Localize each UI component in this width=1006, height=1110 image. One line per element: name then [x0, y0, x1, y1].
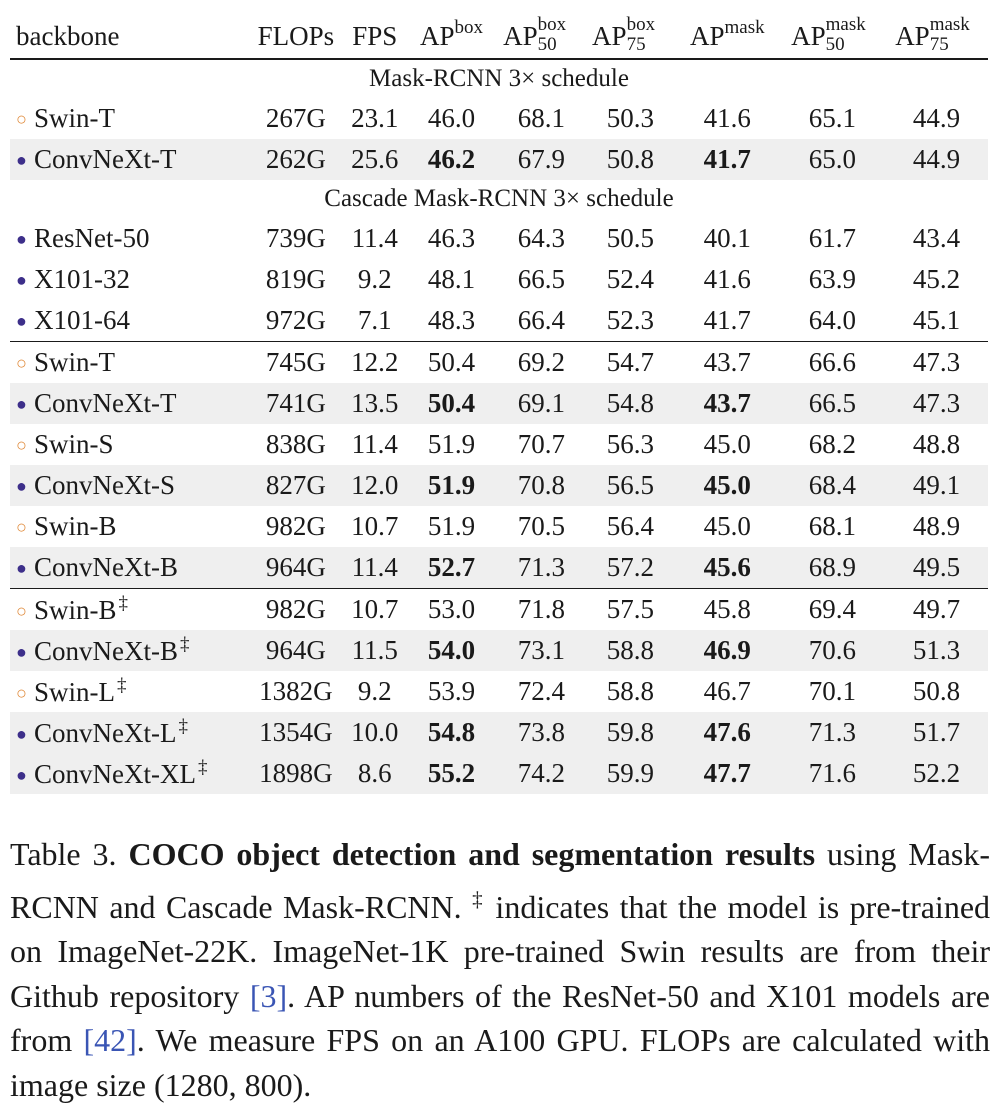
value-cell: 11.4	[351, 223, 398, 253]
table-row	[10, 671, 988, 712]
value-cell: 69.4	[780, 589, 885, 631]
value-cell: 73.1	[497, 630, 586, 671]
value-cell: 74.2	[497, 753, 586, 794]
value-cell: 9.2	[357, 264, 392, 294]
value-cell: 45.6	[675, 547, 780, 589]
value-cell: 12.0	[343, 465, 406, 506]
section-title: Mask-RCNN 3× schedule	[369, 65, 629, 92]
value-cell: 45.1	[912, 305, 961, 335]
value-cell: 1382G	[259, 676, 333, 706]
value-cell: 56.3	[606, 429, 654, 459]
header-fps: FPS	[352, 21, 398, 51]
value-cell: 68.4	[780, 465, 885, 506]
header-ap-box-50: AP box 50	[503, 14, 567, 55]
value-cell: 9.2	[357, 676, 392, 706]
section-header-row	[10, 59, 988, 98]
table-row	[10, 630, 988, 671]
value-cell: 49.1	[885, 465, 988, 506]
dagger-mark: ‡	[180, 634, 190, 655]
backbone-cell	[10, 712, 248, 753]
value-cell: 48.3	[427, 305, 476, 335]
value-cell: 982G	[265, 511, 326, 541]
table-row	[10, 753, 988, 794]
value-cell: 827G	[248, 465, 343, 506]
value-cell: 43.7	[675, 383, 780, 424]
value-cell: 64.0	[808, 305, 856, 335]
value-cell: 57.5	[586, 589, 675, 631]
hollow-dot-icon: ○	[16, 353, 27, 373]
value-cell: 41.7	[675, 139, 780, 180]
caption-text-1: using Mask-RCNN and Cascade Mask-RCNN.	[10, 836, 991, 925]
caption-text-3: . AP numbers of the ResNet-50 and X101 models are from	[10, 977, 991, 1058]
value-cell: 46.3	[427, 223, 476, 253]
hollow-dot-icon: ○	[16, 683, 27, 703]
value-cell: 46.2	[406, 139, 497, 180]
value-cell: 40.1	[703, 223, 751, 253]
backbone-cell	[10, 300, 248, 342]
table-row	[10, 218, 988, 259]
header-ap-box: $AP^{box}$	[419, 17, 483, 51]
header-ap-box-75: AP box 75	[592, 14, 656, 55]
value-cell: 982G	[248, 589, 343, 631]
filled-dot-icon: ●	[16, 476, 27, 496]
value-cell: 52.3	[606, 305, 654, 335]
table-row	[10, 383, 988, 424]
backbone-name: ResNet-50	[34, 223, 150, 253]
value-cell: 44.9	[912, 103, 961, 133]
filled-dot-icon: ●	[16, 724, 27, 744]
value-cell: 12.2	[343, 342, 406, 384]
dagger-mark: ‡	[117, 675, 127, 696]
value-cell: 71.8	[497, 589, 586, 631]
backbone-name: ConvNeXt-B	[34, 552, 178, 582]
value-cell: 8.6	[343, 753, 406, 794]
value-cell: 43.7	[675, 342, 780, 384]
caption-text-4: . We measure FPS on an A100 GPU. FLOPs are calculated with image size (1280, 800).	[10, 1022, 991, 1103]
backbone-cell	[10, 383, 248, 424]
value-cell: 70.8	[497, 465, 586, 506]
value-cell: 49.7	[885, 589, 988, 631]
value-cell: 50.5	[606, 223, 654, 253]
value-cell: 267G	[265, 103, 326, 133]
value-cell: 10.7	[343, 589, 406, 631]
value-cell: 41.6	[703, 103, 751, 133]
value-cell: 45.0	[703, 511, 751, 541]
backbone-name: X101-64	[34, 305, 130, 335]
value-cell: 56.4	[606, 511, 654, 541]
backbone-name: ConvNeXt-XL	[34, 759, 196, 789]
table-row	[10, 589, 988, 631]
backbone-name: Swin-B	[34, 511, 117, 541]
value-cell: 25.6	[343, 139, 406, 180]
backbone-name: ConvNeXt-B	[34, 636, 178, 666]
value-cell: 70.7	[517, 429, 566, 459]
value-cell: 72.4	[517, 676, 566, 706]
backbone-cell	[10, 465, 248, 506]
value-cell: 51.7	[885, 712, 988, 753]
hollow-dot-icon: ○	[16, 109, 27, 129]
value-cell: 67.9	[497, 139, 586, 180]
backbone-cell	[10, 753, 248, 794]
filled-dot-icon: ●	[16, 270, 27, 290]
table-row	[10, 342, 988, 384]
value-cell: 41.7	[703, 305, 751, 335]
value-cell: 45.0	[703, 429, 751, 459]
value-cell: 47.7	[675, 753, 780, 794]
value-cell: 70.6	[780, 630, 885, 671]
value-cell: 52.4	[606, 264, 654, 294]
value-cell: 1898G	[248, 753, 343, 794]
value-cell: 838G	[265, 429, 326, 459]
backbone-name: Swin-L	[34, 677, 115, 707]
value-cell: 45.2	[912, 264, 961, 294]
section-header-row	[10, 180, 988, 218]
table-row	[10, 465, 988, 506]
value-cell: 46.7	[703, 676, 751, 706]
citation-link-3[interactable]: [3]	[249, 977, 288, 1014]
backbone-cell	[10, 259, 248, 300]
value-cell: 45.0	[675, 465, 780, 506]
header-ap-mask-75: AP mask 75	[895, 14, 970, 55]
table-row	[10, 259, 988, 300]
value-cell: 54.0	[406, 630, 497, 671]
value-cell: 11.4	[343, 547, 406, 589]
value-cell: 45.8	[675, 589, 780, 631]
value-cell: 73.8	[497, 712, 586, 753]
value-cell: 46.0	[427, 103, 476, 133]
value-cell: 50.8	[912, 676, 961, 706]
filled-dot-icon: ●	[16, 150, 27, 170]
value-cell: 51.9	[427, 511, 476, 541]
backbone-cell	[10, 218, 248, 259]
value-cell: 741G	[248, 383, 343, 424]
section-title: Cascade Mask-RCNN 3× schedule	[324, 185, 674, 212]
backbone-cell	[10, 671, 248, 712]
hollow-dot-icon: ○	[16, 601, 27, 621]
value-cell: 11.5	[343, 630, 406, 671]
value-cell: 68.9	[780, 547, 885, 589]
filled-dot-icon: ●	[16, 229, 27, 249]
value-cell: 57.2	[586, 547, 675, 589]
value-cell: 50.8	[586, 139, 675, 180]
value-cell: 47.6	[675, 712, 780, 753]
value-cell: 7.1	[357, 305, 392, 335]
header-ap-mask: $AP^{mask}$	[689, 17, 765, 51]
header-flops: FLOPs	[257, 21, 335, 51]
value-cell: 48.1	[427, 264, 476, 294]
value-cell: 48.9	[912, 511, 961, 541]
backbone-cell	[10, 342, 248, 384]
caption-dagger: ‡	[472, 886, 485, 911]
backbone-name: X101-32	[34, 264, 130, 294]
value-cell: 47.3	[885, 383, 988, 424]
value-cell: 52.2	[885, 753, 988, 794]
hollow-dot-icon: ○	[16, 517, 27, 537]
value-cell: 1354G	[248, 712, 343, 753]
backbone-name: Swin-T	[34, 347, 115, 377]
table-header-row	[10, 0, 988, 59]
value-cell: 53.0	[406, 589, 497, 631]
value-cell: 55.2	[406, 753, 497, 794]
value-cell: 10.7	[351, 511, 399, 541]
filled-dot-icon: ●	[16, 394, 27, 414]
value-cell: 71.3	[780, 712, 885, 753]
value-cell: 13.5	[343, 383, 406, 424]
backbone-name: ConvNeXt-L	[34, 718, 177, 748]
table-row	[10, 300, 988, 342]
filled-dot-icon: ●	[16, 558, 27, 578]
filled-dot-icon: ●	[16, 765, 27, 785]
dagger-mark: ‡	[118, 593, 129, 614]
header-backbone: backbone	[16, 21, 120, 51]
value-cell: 54.7	[586, 342, 675, 384]
citation-link-42[interactable]: [42]	[83, 1022, 137, 1058]
filled-dot-icon: ●	[16, 311, 27, 331]
backbone-cell	[10, 630, 248, 671]
value-cell: 65.1	[808, 103, 856, 133]
value-cell: 51.3	[885, 630, 988, 671]
value-cell: 50.4	[406, 342, 497, 384]
dagger-mark: ‡	[197, 757, 208, 778]
value-cell: 58.8	[606, 676, 654, 706]
value-cell: 23.1	[351, 103, 399, 133]
backbone-name: ConvNeXt-T	[34, 388, 177, 418]
table-body	[10, 59, 988, 794]
value-cell: 68.1	[808, 511, 856, 541]
caption-title: COCO object detection and segmentation results	[128, 836, 816, 872]
value-cell: 819G	[265, 264, 326, 294]
value-cell: 68.2	[808, 429, 856, 459]
results-table	[10, 0, 988, 794]
value-cell: 10.0	[343, 712, 406, 753]
filled-dot-icon: ●	[16, 642, 27, 662]
table-row	[10, 139, 988, 180]
table-row	[10, 98, 988, 139]
value-cell: 53.9	[427, 676, 476, 706]
value-cell: 70.5	[517, 511, 566, 541]
value-cell: 69.2	[497, 342, 586, 384]
value-cell: 65.0	[780, 139, 885, 180]
value-cell: 47.3	[885, 342, 988, 384]
backbone-name: ConvNeXt-S	[34, 470, 175, 500]
value-cell: 972G	[265, 305, 326, 335]
value-cell: 11.4	[351, 429, 398, 459]
value-cell: 964G	[248, 547, 343, 589]
table-caption	[10, 832, 990, 1107]
value-cell: 44.9	[885, 139, 988, 180]
backbone-cell	[10, 547, 248, 589]
table-row	[10, 424, 988, 465]
value-cell: 49.5	[885, 547, 988, 589]
table-row	[10, 547, 988, 589]
value-cell: 70.1	[808, 676, 856, 706]
value-cell: 59.9	[586, 753, 675, 794]
backbone-cell	[10, 139, 248, 180]
hollow-dot-icon: ○	[16, 435, 27, 455]
header-ap-mask-50: AP mask 50	[791, 14, 866, 55]
value-cell: 66.4	[517, 305, 566, 335]
value-cell: 739G	[265, 223, 326, 253]
value-cell: 56.5	[586, 465, 675, 506]
value-cell: 54.8	[406, 712, 497, 753]
backbone-name: Swin-T	[34, 103, 115, 133]
table-row	[10, 506, 988, 547]
value-cell: 745G	[248, 342, 343, 384]
value-cell: 41.6	[703, 264, 751, 294]
value-cell: 63.9	[808, 264, 856, 294]
value-cell: 69.1	[497, 383, 586, 424]
value-cell: 51.9	[427, 429, 476, 459]
value-cell: 51.9	[406, 465, 497, 506]
value-cell: 54.8	[586, 383, 675, 424]
backbone-name: ConvNeXt-T	[34, 144, 177, 174]
value-cell: 50.4	[406, 383, 497, 424]
value-cell: 71.6	[780, 753, 885, 794]
value-cell: 50.3	[606, 103, 654, 133]
backbone-name: Swin-B	[34, 595, 117, 625]
value-cell: 262G	[248, 139, 343, 180]
dagger-mark: ‡	[178, 716, 188, 737]
value-cell: 68.1	[517, 103, 566, 133]
backbone-cell	[10, 506, 248, 547]
value-cell: 66.5	[780, 383, 885, 424]
value-cell: 61.7	[808, 223, 856, 253]
value-cell: 964G	[248, 630, 343, 671]
backbone-cell	[10, 98, 248, 139]
value-cell: 66.6	[780, 342, 885, 384]
backbone-cell	[10, 424, 248, 465]
value-cell: 66.5	[517, 264, 566, 294]
value-cell: 58.8	[586, 630, 675, 671]
value-cell: 71.3	[497, 547, 586, 589]
backbone-cell	[10, 589, 248, 631]
value-cell: 46.9	[675, 630, 780, 671]
value-cell: 52.7	[406, 547, 497, 589]
value-cell: 43.4	[912, 223, 961, 253]
value-cell: 59.8	[586, 712, 675, 753]
value-cell: 64.3	[517, 223, 566, 253]
caption-text-2: indicates that the model is pre-trained on ImageNet-22K. ImageNet-1K pre-trained Swin results are from their Github repository	[10, 888, 991, 1014]
value-cell: 48.8	[912, 429, 961, 459]
backbone-name: Swin-S	[34, 429, 114, 459]
table-row	[10, 712, 988, 753]
caption-label: Table 3.	[10, 836, 117, 872]
